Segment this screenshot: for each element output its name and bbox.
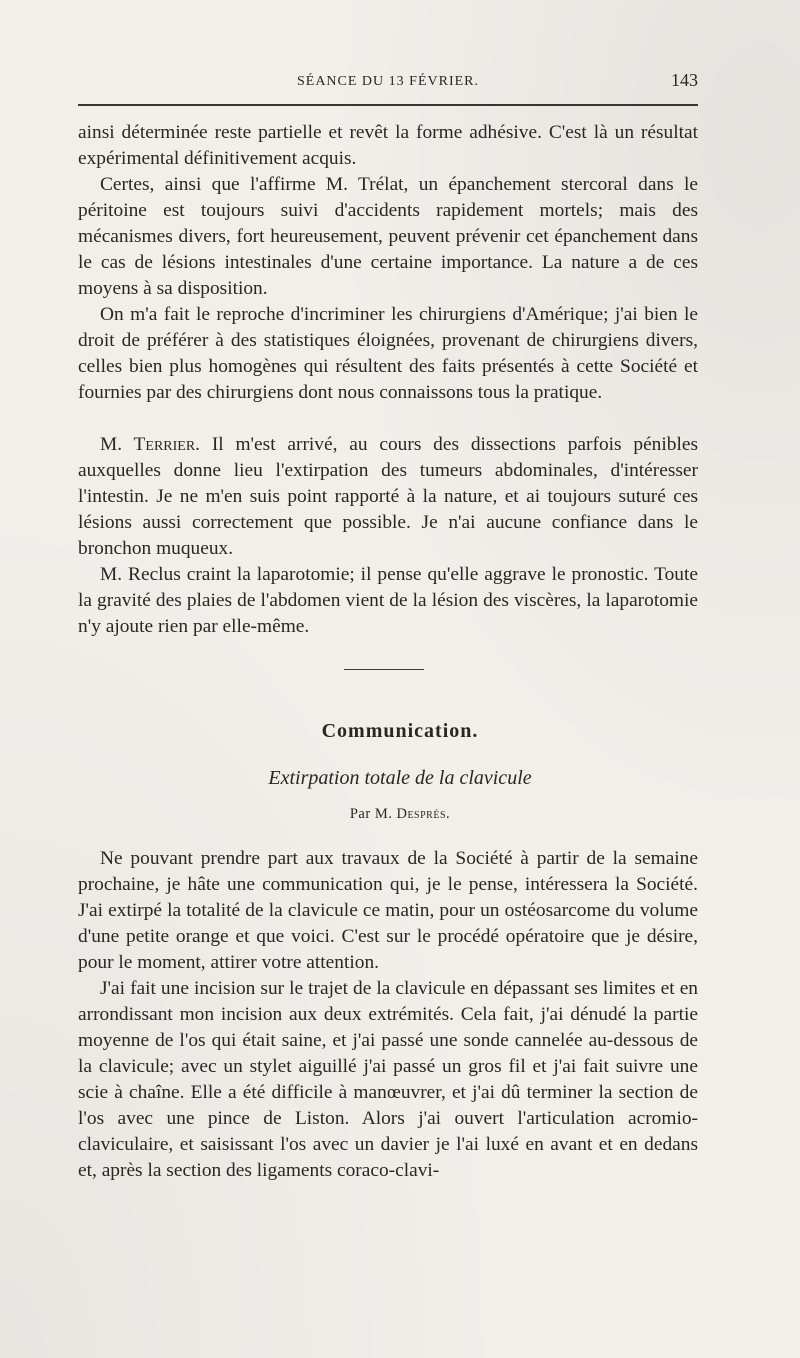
paragraph: Ne pouvant prendre part aux travaux de la Société à partir de la semaine prochaine, je hâte une communication qui, je le pense, intéressera la Société. J'ai extirpé la totalité de la clavicule ce matin, pour un ostéosarcome du volume d'une petite orange et que voici. C'est sur le procédé opératoire que je désire, pour le moment, attirer votre attention. — [78, 848, 698, 973]
section-separator — [344, 669, 424, 670]
page-header — [78, 70, 698, 100]
communication-body — [78, 846, 698, 1184]
paragraph: On m'a fait le reproche d'incriminer les chirurgiens d'Amérique; j'ai bien le droit de préférer à des statistiques éloignées, provenant de chirurgiens divers, celles bien plus homogènes qui résultent des faits présentés à cette Société et fournies par des chirurgiens dont nous connaissons tous la pratique. — [78, 304, 698, 403]
article-title: Extirpation totale de la clavicule — [268, 767, 532, 789]
paragraph-reclus: M. Reclus craint la laparotomie; il pense qu'elle aggrave le pronostic. Toute la gravité des plaies de l'abdomen vient de la lésion des viscères, la laparotomie n'y ajoute rien par elle-même. — [78, 564, 698, 637]
header-rule — [78, 104, 698, 106]
paragraph: J'ai fait une incision sur le trajet de la clavicule en dépassant ses limites et en arrondissant mon incision aux deux extrémités. Cela fait, j'ai dénudé la partie moyenne de l'os qui était saine, et j'ai passé une sonde cannelée au-dessous de la clavicule; avec un stylet aiguillé j'ai passé un gros fil et j'ai fait suivre une scie à chaîne. Elle a été difficile à manœuvrer, et j'ai dû terminer la section de l'os avec une pince de Liston. Alors j'ai ouvert l'articulation acromio-claviculaire, et saisissant l'os avec un davier je l'ai luxé en avant et en dedans et, après la section des ligaments coraco-clavi- — [78, 978, 698, 1181]
byline — [0, 806, 800, 823]
paragraph: ainsi déterminée reste partielle et revêt la forme adhésive. C'est là un résultat expérimental définitivement acquis. — [78, 122, 698, 169]
speaker-name: M. Terrier. — [100, 434, 201, 455]
discussion-continuation — [78, 120, 698, 406]
page-number: 143 — [671, 70, 698, 90]
paragraph-terrier — [78, 432, 698, 562]
byline-prefix: Par M. — [349, 806, 393, 822]
paragraph: Certes, ainsi que l'affirme M. Trélat, un épanchement stercoral dans le péritoine est toujours suivi d'accidents rapidement mortels; mais des mécanismes divers, fort heureusement, peuvent prévenir cet épanchement dans le cas de lésions intestinales d'une certaine importance. La nature a de ces moyens à sa disposition. — [78, 174, 698, 299]
running-title: SÉANCE DU 13 FÉVRIER. — [296, 74, 479, 89]
speaker-text: Il m'est arrivé, au cours des dissections parfois pénibles auxquelles donne lieu l'extirpation des tumeurs abdominales, d'intéresser l'intestin. Je ne m'en suis point rapporté à la nature, et ai toujours suturé ces lésions aussi correctement que possible. Je n'ai aucune confiance dans le bronchon muqueux. — [78, 434, 698, 559]
byline-author: Després. — [396, 806, 451, 822]
section-title: Communication. — [321, 720, 479, 742]
discussion-remarks — [78, 432, 698, 640]
